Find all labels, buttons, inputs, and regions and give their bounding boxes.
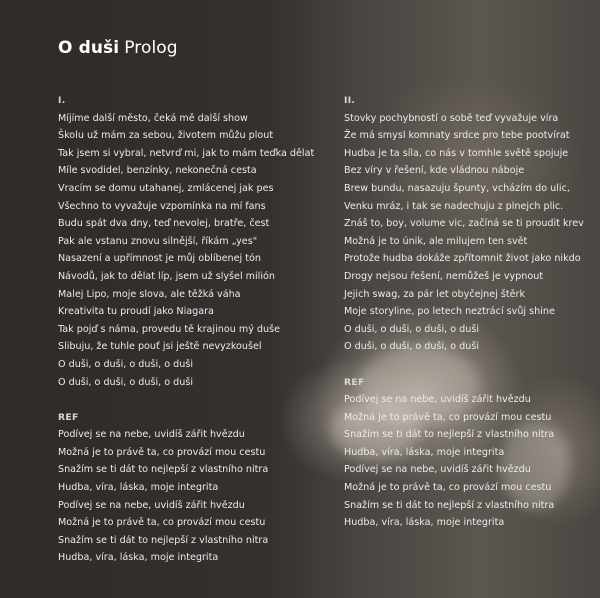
lyric-line: Hudba, víra, láska, moje integrita [58, 552, 219, 564]
lyric-line: Návodů, jak to dělat líp, jsem už slyšel milión [58, 270, 275, 282]
lyric-line: Kreativita tu proudí jako Niagara [58, 306, 214, 318]
lyric-line: Možná je to únik, ale milujem ten svět [344, 235, 528, 247]
lyric-line: O duši, o duši, o duši, o duši [344, 341, 479, 353]
lyrics-column-left [58, 92, 314, 567]
lyric-line: Hudba, víra, láska, moje integrita [344, 517, 505, 529]
lyric-line: Všechno to vyvažuje vzpomínka na mí fans [58, 200, 266, 212]
lyric-line: Pak ale vstanu znovu silnější, říkám „yes" [58, 235, 258, 247]
lyric-line: Možná je to právě ta, co provází mou cestu [58, 446, 266, 458]
ref-label: REF [58, 411, 79, 423]
ref-label: REF [344, 376, 365, 388]
lyric-line: Podívej se na nebe, uvidíš zářit hvězdu [58, 429, 245, 441]
lyric-line: Bez víry v řešení, kde vládnou náboje [344, 165, 525, 177]
lyric-line: Míle svodidel, benzínky, nekonečná cesta [58, 165, 257, 177]
lyric-line: Drogy nejsou řešení, nemůžeš je vypnout [344, 270, 544, 282]
section-label: I. [58, 95, 66, 106]
verse-block [344, 110, 584, 356]
lyric-line: Slibuju, že tuhle pouť jsi ještě nevyzkoušel [58, 341, 262, 353]
ref-block [58, 426, 314, 567]
lyric-line: Protože hudba dokáže zpřítomnit život jako nikdo [344, 253, 581, 265]
lyric-line: Že má smysl komnaty srdce pro tebe pootvírat [344, 130, 570, 142]
lyric-line: Znáš to, boy, volume vic, začíná se ti proudit krev [344, 218, 584, 230]
lyric-line: Možná je to právě ta, co provází mou cestu [344, 482, 552, 494]
lyric-line: O duši, o duši, o duši, o duši [344, 323, 479, 335]
title-album-name: Prolog [124, 38, 178, 58]
lyric-line: O duši, o duši, o duši, o duši [58, 376, 193, 388]
verse-block [58, 110, 314, 392]
lyric-line: Malej Lipo, moje slova, ale těžká váha [58, 288, 241, 300]
lyric-line: Jejich swag, za pár let obyčejnej štěrk [344, 288, 526, 300]
lyric-line: Možná je to právě ta, co provází mou cestu [58, 517, 266, 529]
lyric-line: Snažím se ti dát to nejlepší z vlastního nitra [58, 464, 269, 476]
lyric-line: Venku mráz, i tak se nadechuju z plnejch plic. [344, 200, 564, 212]
lyric-line: Tak pojď s náma, provedu tě krajinou mý duše [58, 323, 280, 335]
lyric-line: Snažím se ti dát to nejlepší z vlastního nitra [344, 499, 555, 511]
stanza-gap [58, 391, 314, 409]
lyric-line: Tak jsem si vybral, netvrď mi, jak to mám teďka dělat [58, 147, 315, 159]
ref-block [344, 391, 584, 532]
lyric-line: Snažím se ti dát to nejlepší z vlastního nitra [58, 534, 269, 546]
lyric-line: Stovky pochybností o sobě teď vyvažuje víra [344, 112, 559, 124]
lyric-line: Vracím se domu utahanej, zmlácenej jak pes [58, 182, 274, 194]
lyric-line: O duši, o duši, o duši, o duši [58, 358, 193, 370]
stanza-gap [344, 356, 584, 374]
lyric-line: Nasazení a upřímnost je můj oblíbenej tón [58, 253, 261, 265]
lyric-line: Podívej se na nebe, uvidíš zářit hvězdu [344, 464, 531, 476]
lyric-line: Hudba je ta síla, co nás v tomhle světě spojuje [344, 147, 569, 159]
lyrics-column-right [344, 92, 584, 532]
lyric-line: Možná je to právě ta, co provází mou cestu [344, 411, 552, 423]
lyric-line: Podívej se na nebe, uvidíš zářit hvězdu [344, 394, 531, 406]
title-song-name: O duši [58, 38, 120, 58]
lyric-line: Snažím se ti dát to nejlepší z vlastního nitra [344, 429, 555, 441]
page-title [58, 38, 178, 58]
lyric-line: Hudba, víra, láska, moje integrita [344, 446, 505, 458]
section-label: II. [344, 95, 356, 106]
lyric-line: Moje storyline, po letech neztrácí svůj shine [344, 306, 555, 318]
lyric-line: Podívej se na nebe, uvidíš zářit hvězdu [58, 499, 245, 511]
lyric-line: Hudba, víra, láska, moje integrita [58, 482, 219, 494]
lyric-line: Budu spát dva dny, teď nevolej, bratře, čest [58, 218, 270, 230]
lyric-line: Míjíme další město, čeká mě další show [58, 112, 248, 124]
lyric-line: Brew bundu, nasazuju špunty, vcházím do ulic, [344, 182, 570, 194]
lyric-line: Školu už mám za sebou, životem můžu plout [58, 130, 274, 142]
